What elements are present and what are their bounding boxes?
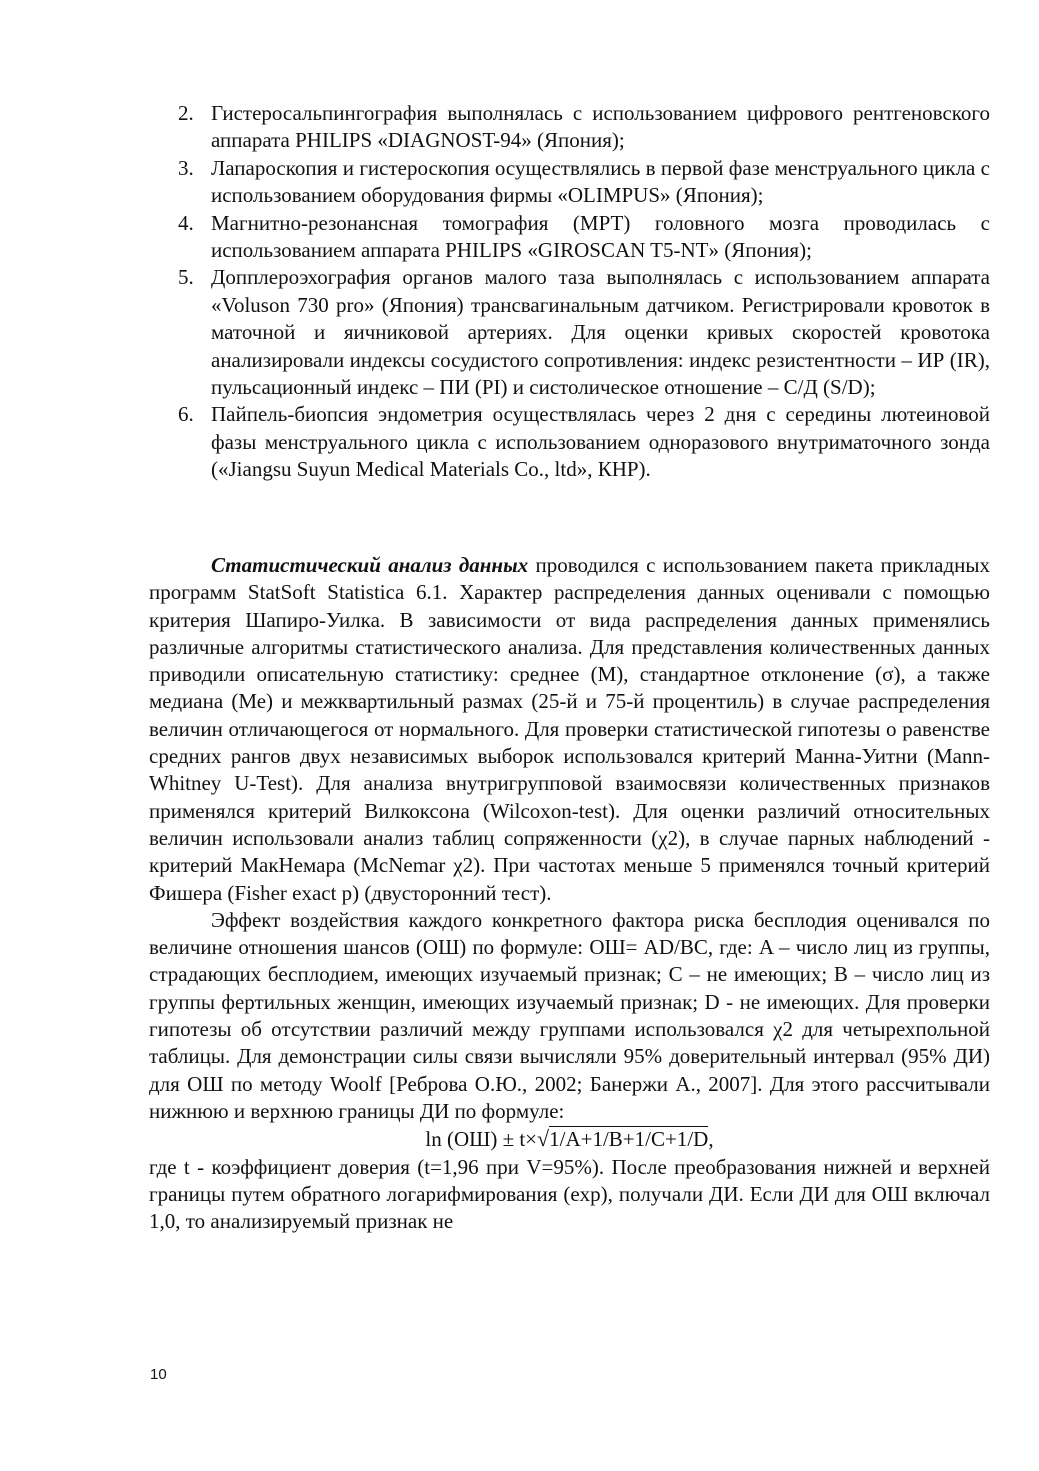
formula-prefix: ln (ОШ) ± t× (425, 1127, 538, 1152)
list-item-text: Магнитно-резонансная томография (МРТ) головного мозга проводилась с использованием аппарата PHILIPS «GIROSCAN T5-NT» (Япония); (211, 210, 990, 263)
list-item-text: Лапароскопия и гистероскопия осуществлялись в первой фазе менструального цикла с использованием оборудования фирмы «OLIMPUS» (Япония); (211, 155, 990, 208)
list-item (178, 264, 990, 401)
confidence-interval-formula (149, 1125, 990, 1153)
list-item (178, 210, 990, 265)
list-item (178, 401, 990, 483)
effect-paragraph: Эффект воздействия каждого конкретного фактора риска бесплодия оценивался по величине отношения шансов (ОШ) по формуле: ОШ= AD/BC, где: A – число лиц из группы, страдающих бесплодием, имеющих изучаемый признак; C – не имеющих; B – число лиц из группы фертильных женщин, имеющих изучаемый признак; D - не имеющих. Для проверки гипотезы об отсутствии различий между группами использовался χ2 для четырехпольной таблицы. Для демонстрации силы связи вычисляли 95% доверительный интервал (95% ДИ) для ОШ по методу Woolf [Реброва О.Ю., 2002; Банержи А., 2007]. Для этого рассчитывали нижнюю и верхнюю границы ДИ по формуле: (149, 907, 990, 1123)
list-item (178, 100, 990, 155)
square-root-sign: √ (537, 1126, 550, 1152)
statistics-heading: Статистический анализ данных (211, 553, 529, 577)
list-item-number: 4. (178, 210, 194, 235)
body-text (149, 552, 990, 1235)
list-item-number: 2. (178, 101, 194, 125)
list-item (178, 155, 990, 210)
list-item-text: Гистеросальпингография выполнялась с использованием цифрового рентгеновского аппарата PHILIPS «DIAGNOST-94» (Япония); (211, 101, 990, 153)
list-item-number: 3. (178, 155, 194, 180)
list-item-text: Допплероэхография органов малого таза выполнялась с использованием аппарата «Voluson 730 pro» (Япония) трансвагинальным датчиком. Регистрировали кровоток в маточной и яичниковой артериях. Для оценки кривых скоростей кровотока анализировали индексы сосудистого сопротивления: индекс резистентности – ИР (IR), пульсационный индекс – ПИ (PI) и систолическое отношение – С/Д (S/D); (211, 265, 990, 400)
final-paragraph: где t - коэффициент доверия (t=1,96 при V=95%). После преобразования нижней и верхней границы путем обратного логарифмирования (exp), получали ДИ. Если ДИ для ОШ включал 1,0, то анализируемый признак не (149, 1154, 990, 1234)
statistics-text: проводился с использованием пакета прикладных программ StatSoft Statistica 6.1. Характер распределения данных оценивали с помощью критерия Шапиро-Уилка. В зависимости от вида распределения данных применялись различные алгоритмы статистического анализа. Для представления количественных данных приводили описательную статистику: среднее (М), стандартное отклонение (σ), а также медиана (Ме) и межквартильный размах (25-й и 75-й процентиль) в случае распределения величин отличающегося от нормального. Для проверки статистической гипотезы о равенстве средних рангов двух независимых выборок использовался критерий Манна-Уитни (Mann-Whitney U-Test). Для анализа внутригрупповой взаимосвязи количественных признаков применялся критерий Вилкоксона (Wilcoxon-test). Для оценки различий относительных величин использовали анализ таблиц сопряженности (χ2), в случае парных наблюдений - критерий МакНемара (McNemar χ2). При частотах меньше 5 применялся точный критерий Фишера (Fisher exact p) (двусторонний тест). (149, 553, 990, 905)
statistics-paragraph (149, 552, 990, 907)
page-number: 10 (150, 1366, 167, 1383)
formula-suffix: , (708, 1127, 714, 1152)
list-item-number: 6. (178, 402, 194, 427)
list-item-number: 5. (178, 265, 194, 290)
methods-list (178, 100, 990, 484)
formula-radicand: 1/A+1/B+1/C+1/D (549, 1127, 709, 1152)
list-item-text: Пайпель-биопсия эндометрия осуществлялась через 2 дня с середины лютеиновой фазы менструального цикла с использованием одноразового внутриматочного зонда («Jiangsu Suyun Medical Materials Co., ltd», КНР). (211, 402, 990, 482)
